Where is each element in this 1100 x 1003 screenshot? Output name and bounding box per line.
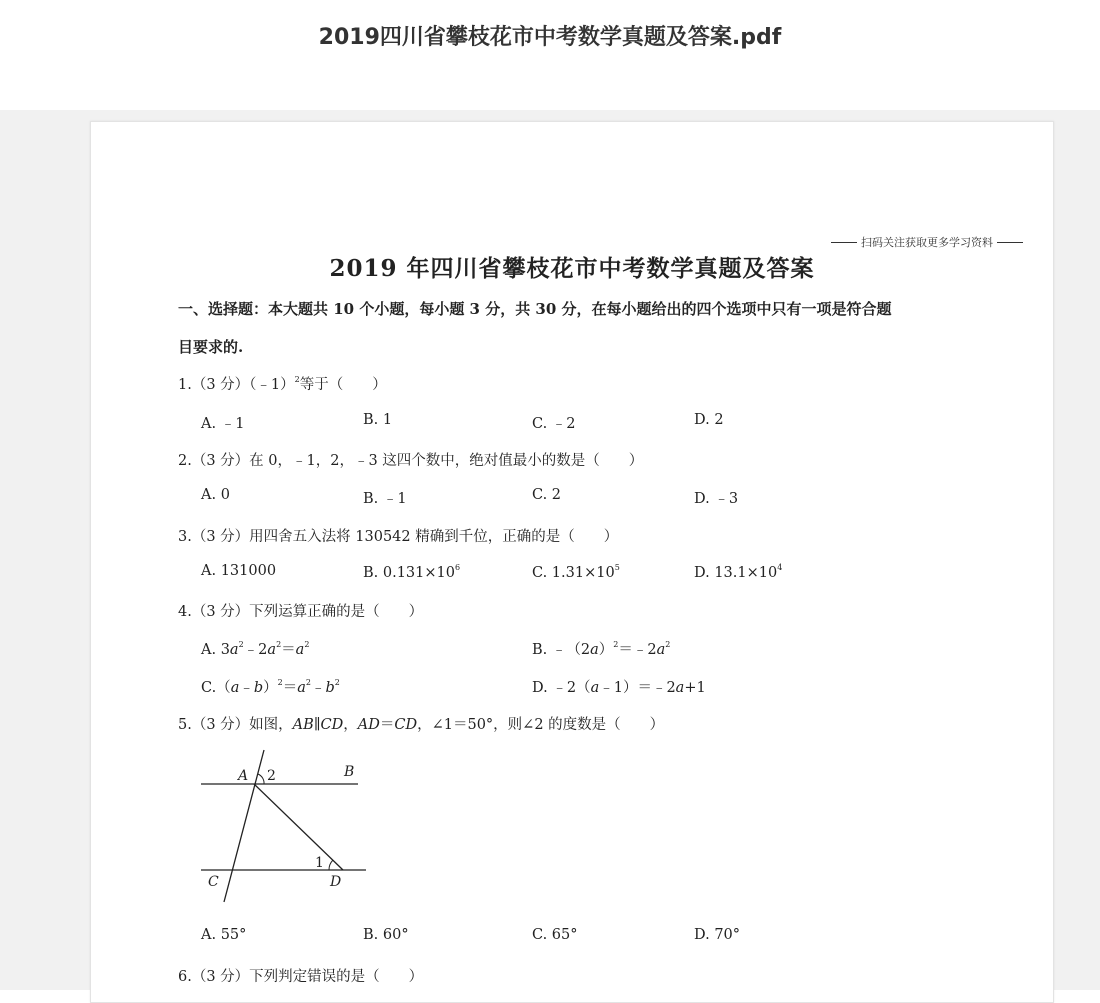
q5-option-b: B. 60° [363, 927, 409, 943]
q3-option-d-exp: 4 [777, 563, 783, 572]
q4c-exp: 2 [277, 678, 283, 687]
q5-part: ，∠1＝50°，则∠2 的度数是（ ） [417, 717, 665, 733]
watermark [827, 234, 1027, 250]
watermark-dash-right [997, 242, 1023, 243]
q2-option-d: D. ﹣3 [694, 491, 739, 507]
label-b: B [344, 764, 355, 780]
q3-option-a: A. 131000 [201, 563, 277, 579]
q5-var: AB [292, 717, 314, 733]
label-1: 1 [315, 855, 324, 871]
q4d-part: D. ﹣2（ [532, 680, 591, 696]
q3-option-b-base: B. 0.131×10 [363, 565, 455, 581]
q5-part: ∥ [313, 717, 321, 733]
q5-part: ＝ [379, 717, 395, 733]
q3-option-b-exp: 6 [454, 563, 461, 572]
watermark-text: 扫码关注获取更多学习资料 [861, 236, 993, 249]
document-title: 2019四川省攀枝花市中考数学真题及答案.pdf [318, 25, 782, 50]
q4a-var: a [229, 642, 239, 658]
q4c-part: ﹣ [310, 680, 326, 696]
q4a-exp: 2 [304, 640, 310, 649]
angle-1-arc [329, 860, 333, 870]
q5-option-d: D. 70° [694, 927, 741, 943]
question-2: 2.（3 分）在 0，﹣1，2，﹣3 这四个数中，绝对值最小的数是（ ） [178, 453, 644, 469]
section-heading-line1: 一、选择题：本大题共 10 个小题，每小题 3 分，共 30 分，在每小题给出的四个选项中只有一项是符合题 [178, 300, 892, 318]
page-heading: 2019 年四川省攀枝花市中考数学真题及答案 [329, 255, 815, 282]
q4d-part: ﹣1）＝﹣2 [599, 680, 676, 696]
q2-option-c: C. 2 [532, 487, 562, 503]
q1-option-c: C. ﹣2 [532, 416, 576, 432]
q4b-part: ） [598, 642, 614, 658]
q3-option-d [694, 563, 782, 581]
question-5 [178, 713, 664, 734]
angle-2-arc [258, 774, 264, 784]
q4c-part: ） [263, 680, 278, 696]
question-4: 4.（3 分）下列运算正确的是（ ） [178, 604, 424, 620]
q4a-part: ﹣2 [243, 642, 268, 658]
q5-part: ， [343, 717, 358, 733]
q4-option-b [532, 638, 670, 659]
q4a-exp: 2 [276, 640, 282, 649]
q4c-var: b [253, 680, 264, 696]
label-c: C [208, 874, 219, 890]
q4b-exp: 2 [665, 640, 671, 649]
q2-option-b: B. ﹣1 [363, 491, 407, 507]
q4c-part: C.（ [201, 680, 231, 696]
q4d-var: a [675, 680, 685, 696]
q4c-part: ﹣ [239, 680, 254, 696]
q4d-part: +1 [684, 680, 706, 696]
q4b-part: ＝﹣2 [618, 642, 657, 658]
q5-option-c: C. 65° [532, 927, 578, 943]
q4-option-c [201, 676, 340, 697]
q4-option-a [201, 638, 309, 659]
section-heading-line2: 目要求的. [178, 338, 244, 356]
line-ad [254, 784, 343, 870]
question-3: 3.（3 分）用四舍五入法将 130542 精确到千位，正确的是（ ） [178, 529, 619, 545]
q4a-var: a [267, 642, 277, 658]
q5-geometry-figure [191, 746, 381, 906]
q4b-var: a [656, 642, 666, 658]
q4a-var: a [295, 642, 305, 658]
question-6: 6.（3 分）下列判定错误的是（ ） [178, 969, 424, 985]
q3-option-b [363, 563, 460, 581]
q1-option-a: A. ﹣1 [201, 416, 245, 432]
label-d: D [330, 874, 342, 890]
q5-part: 5.（3 分）如图， [178, 717, 293, 733]
q4c-exp: 2 [305, 678, 311, 687]
q4c-exp: 2 [334, 678, 340, 687]
q1-text-a: 1.（3 分）（﹣1） [178, 377, 295, 393]
q4c-var: a [230, 680, 240, 696]
q4a-part: ＝ [281, 642, 296, 658]
q4c-var: a [297, 680, 306, 696]
q2-option-a: A. 0 [201, 487, 230, 503]
q4b-exp: 2 [613, 640, 619, 649]
watermark-dash-left [831, 242, 857, 243]
q5-var: CD [394, 717, 418, 733]
q1-text-b: 等于（ ） [299, 377, 387, 393]
q1-option-b: B. 1 [363, 412, 393, 428]
pdf-viewer[interactable] [0, 110, 1100, 990]
q3-option-d-base: D. 13.1×10 [694, 565, 778, 581]
q4a-exp: 2 [238, 640, 244, 649]
q5-var: CD [320, 717, 344, 733]
title-bar [0, 0, 1100, 110]
q4c-part: ＝ [282, 680, 298, 696]
q4-option-d [532, 676, 706, 697]
q4d-var: a [590, 680, 600, 696]
q4c-var: b [325, 680, 335, 696]
q3-option-c [532, 563, 620, 581]
q1-option-d: D. 2 [694, 412, 724, 428]
q5-option-a: A. 55° [201, 927, 247, 943]
q4b-var: a [590, 642, 599, 658]
q1-exponent: 2 [294, 375, 300, 384]
q3-option-c-base: C. 1.31×10 [532, 565, 615, 581]
q3-option-c-exp: 5 [614, 563, 620, 572]
label-2: 2 [267, 768, 276, 784]
pdf-page [90, 121, 1054, 1003]
label-a: A [238, 768, 249, 784]
q4a-part: A. 3 [201, 642, 230, 658]
question-1 [178, 373, 387, 394]
q5-var: AD [357, 717, 380, 733]
q4b-part: B. ﹣（2 [532, 642, 591, 658]
